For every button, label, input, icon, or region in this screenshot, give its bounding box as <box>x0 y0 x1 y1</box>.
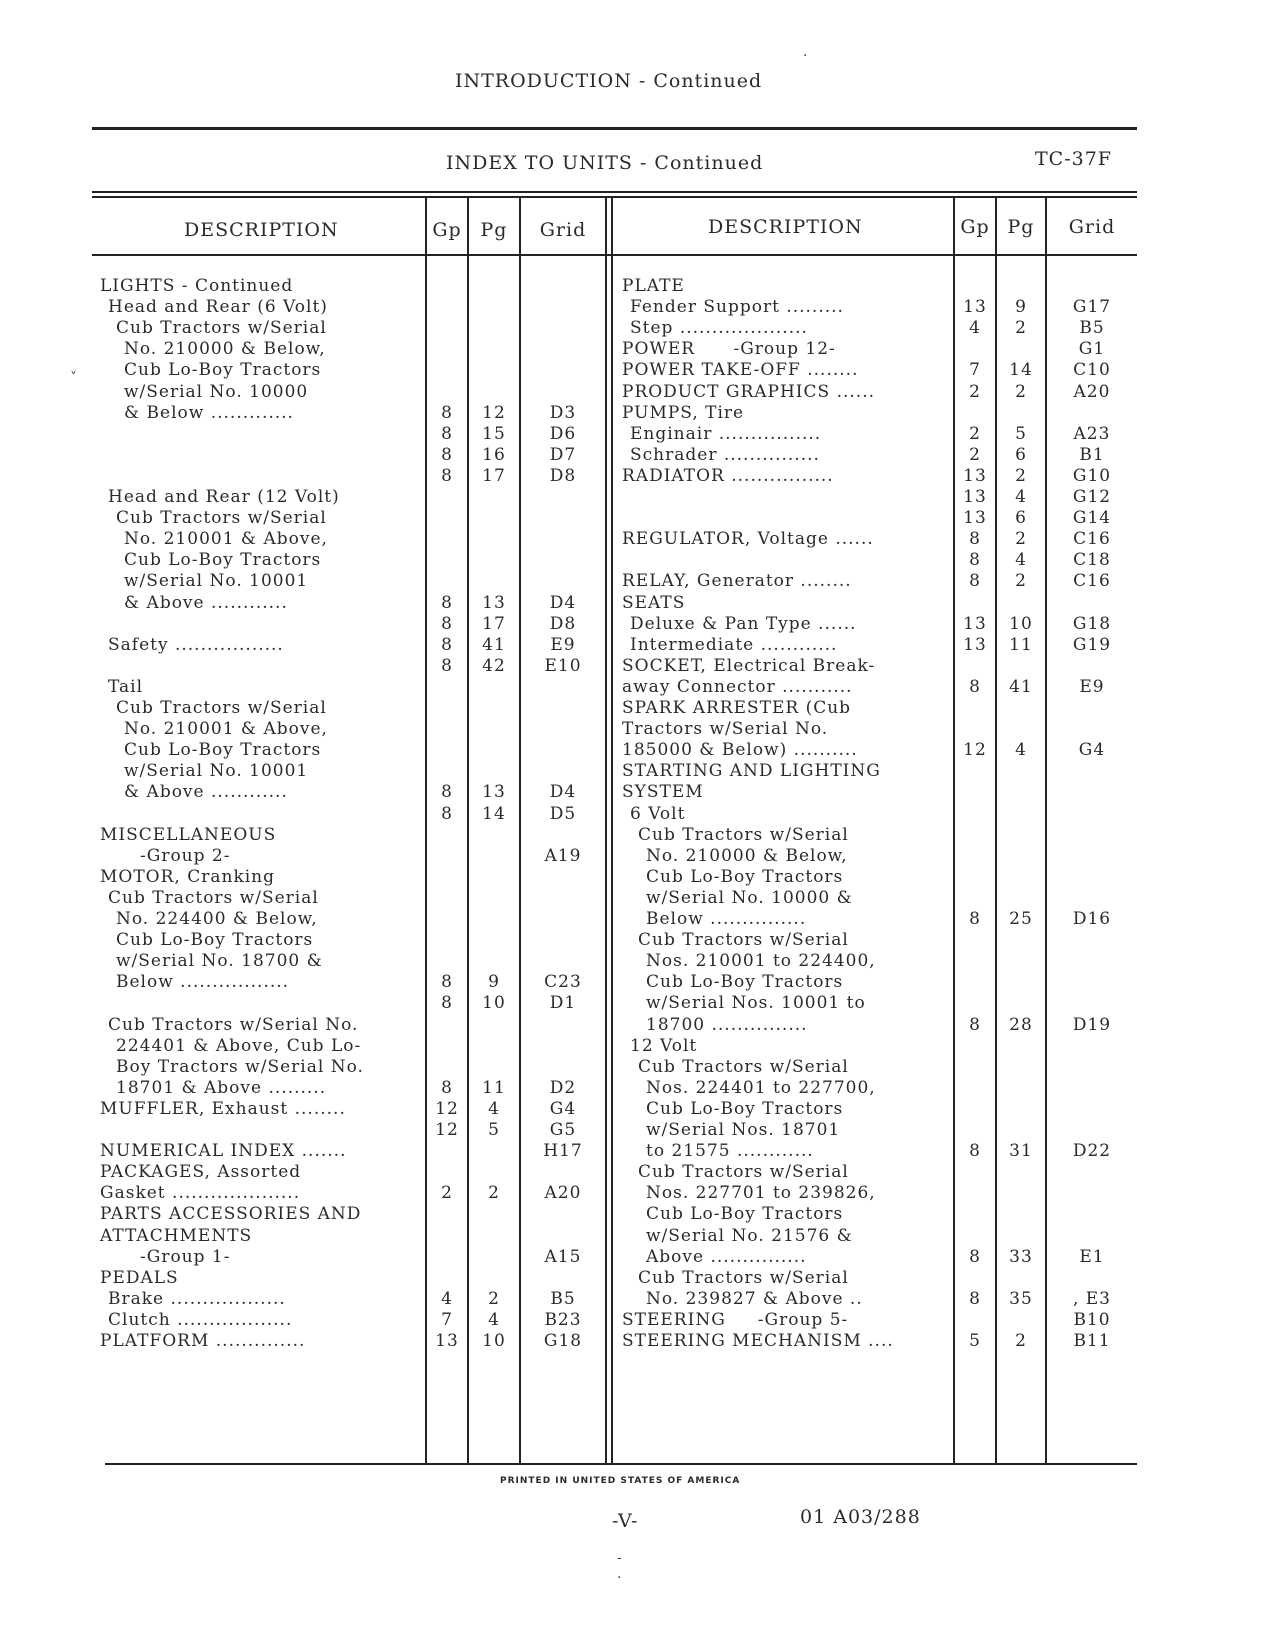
entry-group: 8 <box>441 444 453 465</box>
entry-group: 12 <box>435 1098 459 1119</box>
entry-page: 12 <box>482 402 506 423</box>
entry-grid: E9 <box>550 634 576 655</box>
entry-page: 31 <box>1009 1141 1033 1162</box>
entry-grid: A23 <box>1073 423 1111 444</box>
entry-description: 18700 ............... <box>646 1014 808 1035</box>
entry-description: Cub Tractors w/Serial <box>638 1056 849 1077</box>
entry-description: Cub Tractors w/Serial <box>638 1162 849 1183</box>
entry-grid: , E3 <box>1072 1288 1112 1309</box>
entry-grid: D4 <box>549 592 577 613</box>
table-bottom-rule <box>105 1463 1137 1465</box>
right-description-header: DESCRIPTION <box>708 216 863 238</box>
entry-grid: G17 <box>1072 297 1112 318</box>
index-title: INDEX TO UNITS - Continued <box>446 152 764 174</box>
entry-description: away Connector ........... <box>622 676 853 697</box>
entry-grid: D19 <box>1072 1014 1112 1035</box>
entry-description: 12 Volt <box>630 1035 698 1056</box>
doc-code: TC-37F <box>1035 148 1112 170</box>
entry-grid: B1 <box>1079 444 1105 465</box>
entry-description: No. 210000 & Below, <box>124 339 326 360</box>
entry-description: Head and Rear (6 Volt) <box>108 297 328 318</box>
entry-description: 224401 & Above, Cub Lo- <box>116 1035 362 1056</box>
entry-page: 6 <box>1015 444 1027 465</box>
entry-description: Nos. 224401 to 227700, <box>646 1077 876 1098</box>
entry-description: w/Serial Nos. 10001 to <box>646 993 866 1014</box>
entry-description: Cub Tractors w/Serial <box>108 887 319 908</box>
col-divider <box>467 196 469 1463</box>
entry-page: 33 <box>1009 1246 1033 1267</box>
entry-group: 2 <box>441 1183 453 1204</box>
entry-description: MOTOR, Cranking <box>100 866 276 887</box>
entry-page: 10 <box>1009 613 1033 634</box>
entry-group: 5 <box>969 1331 981 1351</box>
entry-grid: D16 <box>1072 909 1112 929</box>
entry-page: 9 <box>488 972 500 993</box>
entry-description: w/Serial No. 18700 & <box>116 951 323 972</box>
entry-page: 28 <box>1009 1014 1033 1035</box>
entry-grid: C10 <box>1073 360 1111 381</box>
entry-grid: A20 <box>1073 381 1111 402</box>
entry-group: 12 <box>963 740 987 761</box>
entry-group: 8 <box>441 803 453 824</box>
entry-description: Gasket .................... <box>100 1183 301 1204</box>
entry-page: 14 <box>1009 360 1033 381</box>
entry-description: PLATE <box>622 276 685 296</box>
entry-page: 4 <box>488 1098 500 1119</box>
entry-description: Enginair ................ <box>630 423 822 444</box>
entry-description: Cub Lo-Boy Tractors <box>124 550 322 571</box>
entry-description: RADIATOR ................ <box>622 465 834 486</box>
entry-page: 9 <box>1015 297 1027 318</box>
entry-page: 2 <box>1015 571 1027 592</box>
entry-grid: A19 <box>544 845 582 866</box>
col-divider <box>425 196 427 1463</box>
entry-group: 7 <box>969 360 981 381</box>
entry-description: SYSTEM <box>622 782 704 803</box>
entry-page: 35 <box>1009 1288 1033 1309</box>
entry-description: Cub Tractors w/Serial <box>638 930 849 951</box>
entry-description: 18701 & Above ......... <box>116 1077 327 1098</box>
entry-description: STEERING MECHANISM .... <box>622 1331 894 1351</box>
entry-description: PARTS ACCESSORIES AND <box>100 1204 362 1225</box>
entry-page: 5 <box>488 1120 500 1140</box>
entry-description: PLATFORM .............. <box>100 1331 306 1351</box>
entry-description: NUMERICAL INDEX ....... <box>100 1141 347 1162</box>
entry-page: 10 <box>482 993 506 1014</box>
entry-description: 6 Volt <box>630 803 686 824</box>
entry-description: Step .................... <box>630 318 808 339</box>
entry-description: & Above ............ <box>124 592 288 613</box>
left-pg-header: Pg <box>480 219 508 241</box>
entry-grid: C23 <box>544 972 582 993</box>
entry-grid: G5 <box>549 1120 577 1140</box>
entry-grid: C16 <box>1073 529 1111 550</box>
entry-grid: E9 <box>1079 676 1105 697</box>
scan-mark: · <box>803 48 808 64</box>
entry-group: 8 <box>969 550 981 571</box>
entry-description: Cub Lo-Boy Tractors <box>646 1098 844 1119</box>
entry-description: to 21575 ............ <box>646 1141 814 1162</box>
entry-description: Deluxe & Pan Type ...... <box>630 613 857 634</box>
entry-grid: D1 <box>549 993 577 1014</box>
entry-description: PEDALS <box>100 1267 179 1288</box>
scan-mark: ˅ <box>70 370 77 386</box>
entry-group: 8 <box>441 634 453 655</box>
entry-grid: B5 <box>550 1288 576 1309</box>
entry-description: Below ............... <box>646 909 807 929</box>
page-title: INTRODUCTION - Continued <box>455 70 763 92</box>
entry-grid: D5 <box>549 803 577 824</box>
entry-group: 8 <box>441 993 453 1014</box>
entry-description: w/Serial Nos. 18701 <box>646 1120 841 1140</box>
entry-page: 17 <box>482 613 506 634</box>
entry-page: 11 <box>1009 634 1033 655</box>
scan-mark: · <box>617 1570 622 1586</box>
entry-page: 13 <box>482 592 506 613</box>
entry-description: Cub Lo-Boy Tractors <box>124 360 322 381</box>
entry-grid: G18 <box>1072 613 1112 634</box>
entry-group: 8 <box>441 1077 453 1098</box>
entry-group: 8 <box>441 465 453 486</box>
entry-grid: G1 <box>1078 339 1106 360</box>
right-grid-header: Grid <box>1068 216 1116 238</box>
left-description-header: DESCRIPTION <box>184 219 339 241</box>
entry-page: 10 <box>482 1331 506 1351</box>
entry-description: Cub Lo-Boy Tractors <box>646 866 844 887</box>
entry-page: 2 <box>1015 318 1027 339</box>
entry-grid: A15 <box>544 1246 582 1267</box>
table-top-rule-2 <box>92 196 1137 198</box>
entry-grid: E1 <box>1079 1246 1105 1267</box>
entry-group: 8 <box>969 529 981 550</box>
entry-description: Below ................. <box>116 972 290 993</box>
entry-page: 15 <box>482 423 506 444</box>
entry-grid: D4 <box>549 782 577 803</box>
entry-grid: D8 <box>549 465 577 486</box>
entry-group: 8 <box>969 571 981 592</box>
entry-group: 8 <box>969 1246 981 1267</box>
entry-group: 8 <box>441 972 453 993</box>
entry-grid: G4 <box>1078 740 1106 761</box>
entry-page: 2 <box>1015 381 1027 402</box>
entry-description: Above ............... <box>646 1246 807 1267</box>
entry-group: 2 <box>969 444 981 465</box>
entry-group: 8 <box>969 1014 981 1035</box>
entry-description: Intermediate ............ <box>630 634 838 655</box>
entry-description: ATTACHMENTS <box>100 1225 253 1246</box>
entry-grid: D6 <box>549 423 577 444</box>
entry-grid: A20 <box>544 1183 582 1204</box>
entry-description: No. 210000 & Below, <box>646 845 848 866</box>
entry-description: Fender Support ......... <box>630 297 844 318</box>
entry-description: Cub Tractors w/Serial <box>116 318 327 339</box>
entry-description: PUMPS, Tire <box>622 402 745 423</box>
entry-description: Cub Lo-Boy Tractors <box>124 740 322 761</box>
entry-description: No. 224400 & Below, <box>116 909 318 929</box>
entry-group: 8 <box>441 592 453 613</box>
entry-grid: D7 <box>549 444 577 465</box>
entry-page: 2 <box>1015 529 1027 550</box>
entry-grid: G19 <box>1072 634 1112 655</box>
center-divider <box>611 196 613 1463</box>
entry-description: MISCELLANEOUS <box>100 824 277 845</box>
entry-grid: D22 <box>1072 1141 1112 1162</box>
entry-description: Cub Tractors w/Serial <box>638 1267 849 1288</box>
entry-grid: G10 <box>1072 465 1112 486</box>
printed-notice: PRINTED IN UNITED STATES OF AMERICA <box>500 1476 741 1486</box>
right-pg-header: Pg <box>1007 216 1035 238</box>
entry-description: Tail <box>108 676 144 697</box>
entry-description: SOCKET, Electrical Break- <box>622 655 876 676</box>
entry-group: 8 <box>969 1141 981 1162</box>
entry-description: No. 239827 & Above .. <box>646 1288 863 1309</box>
entry-grid: G12 <box>1072 487 1112 507</box>
entry-description: Boy Tractors w/Serial No. <box>116 1056 364 1077</box>
page-number: -V- <box>612 1510 639 1532</box>
entry-page: 4 <box>1015 740 1027 761</box>
entry-description: PACKAGES, Assorted <box>100 1162 302 1183</box>
entry-group: 2 <box>969 423 981 444</box>
entry-description: No. 210001 & Above, <box>124 529 328 550</box>
entry-grid: D3 <box>549 402 577 423</box>
entry-description: STARTING AND LIGHTING <box>622 761 881 782</box>
entry-page: 2 <box>1015 1331 1027 1351</box>
entry-page: 4 <box>1015 487 1027 507</box>
entry-page: 2 <box>488 1288 500 1309</box>
table-top-rule <box>92 191 1137 193</box>
entry-group: 4 <box>441 1288 453 1309</box>
footer-code: 01 A03/288 <box>800 1506 921 1528</box>
entry-description: w/Serial No. 10000 <box>124 381 309 402</box>
left-gp-header: Gp <box>432 219 462 241</box>
entry-page: 25 <box>1009 909 1033 929</box>
entry-page: 4 <box>1015 550 1027 571</box>
entry-grid: G4 <box>549 1098 577 1119</box>
entry-description: & Above ............ <box>124 782 288 803</box>
entry-grid: G18 <box>543 1331 583 1351</box>
entry-group: 8 <box>441 782 453 803</box>
entry-description: Schrader ............... <box>630 444 820 465</box>
entry-description: POWER TAKE-OFF ........ <box>622 360 859 381</box>
entry-description: Head and Rear (12 Volt) <box>108 487 340 507</box>
entry-description: Cub Tractors w/Serial No. <box>108 1014 359 1035</box>
entry-group: 8 <box>969 1288 981 1309</box>
entry-page: 16 <box>482 444 506 465</box>
header-rule <box>92 254 1137 256</box>
entry-group: 4 <box>969 318 981 339</box>
entry-page: 17 <box>482 465 506 486</box>
entry-page: 41 <box>1009 676 1033 697</box>
entry-description: Cub Lo-Boy Tractors <box>116 930 314 951</box>
entry-description: w/Serial No. 10000 & <box>646 887 853 908</box>
entry-group: 7 <box>441 1309 453 1330</box>
entry-description: Nos. 210001 to 224400, <box>646 951 876 972</box>
entry-description: Cub Tractors w/Serial <box>116 698 327 718</box>
entry-grid: B11 <box>1073 1331 1111 1351</box>
entry-grid: D8 <box>549 613 577 634</box>
col-divider <box>519 196 521 1463</box>
entry-grid: G14 <box>1072 508 1112 529</box>
entry-grid: B23 <box>544 1309 582 1330</box>
entry-description: -Group 2- <box>140 845 231 866</box>
entry-description: w/Serial No. 10001 <box>124 761 309 782</box>
entry-description: SPARK ARRESTER (Cub <box>622 698 852 718</box>
entry-group: 8 <box>969 909 981 929</box>
entry-description: Clutch .................. <box>108 1309 293 1330</box>
entry-description: Cub Tractors w/Serial <box>116 508 327 529</box>
entry-page: 11 <box>482 1077 506 1098</box>
entry-description: Cub Lo-Boy Tractors <box>646 1204 844 1225</box>
entry-page: 13 <box>482 782 506 803</box>
entry-page: 14 <box>482 803 506 824</box>
entry-group: 2 <box>969 381 981 402</box>
entry-page: 41 <box>482 634 506 655</box>
entry-description: LIGHTS - Continued <box>100 276 294 296</box>
entry-grid: D2 <box>549 1077 577 1098</box>
entry-description: w/Serial No. 10001 <box>124 571 309 592</box>
entry-description: PRODUCT GRAPHICS ...... <box>622 381 875 402</box>
entry-description: Safety ................. <box>108 634 284 655</box>
entry-grid: E10 <box>544 655 582 676</box>
entry-page: 2 <box>488 1183 500 1204</box>
center-divider <box>605 196 607 1463</box>
entry-description: REGULATOR, Voltage ...... <box>622 529 874 550</box>
entry-description: Cub Lo-Boy Tractors <box>646 972 844 993</box>
entry-group: 13 <box>963 613 987 634</box>
entry-grid: C16 <box>1073 571 1111 592</box>
entry-description: -Group 1- <box>140 1246 231 1267</box>
entry-description: SEATS <box>622 592 686 613</box>
entry-description: Brake .................. <box>108 1288 286 1309</box>
entry-group: 8 <box>441 655 453 676</box>
top-rule <box>92 127 1137 130</box>
entry-group: 13 <box>435 1331 459 1351</box>
entry-group: 8 <box>969 676 981 697</box>
entry-grid: B5 <box>1079 318 1105 339</box>
entry-group: 13 <box>963 465 987 486</box>
entry-description: & Below ............. <box>124 402 294 423</box>
entry-group: 8 <box>441 613 453 634</box>
scan-mark: - <box>617 1550 622 1566</box>
entry-description: MUFFLER, Exhaust ........ <box>100 1098 346 1119</box>
entry-page: 2 <box>1015 465 1027 486</box>
entry-description: 185000 & Below) .......... <box>622 740 858 761</box>
entry-group: 8 <box>441 423 453 444</box>
entry-description: Tractors w/Serial No. <box>622 719 829 740</box>
entry-description: Cub Tractors w/Serial <box>638 824 849 845</box>
entry-description: No. 210001 & Above, <box>124 719 328 740</box>
entry-page: 42 <box>482 655 506 676</box>
entry-group: 13 <box>963 297 987 318</box>
entry-description: Nos. 227701 to 239826, <box>646 1183 876 1204</box>
entry-description: POWER -Group 12- <box>622 339 836 360</box>
left-grid-header: Grid <box>539 219 587 241</box>
entry-page: 6 <box>1015 508 1027 529</box>
right-gp-header: Gp <box>960 216 990 238</box>
entry-page: 4 <box>488 1309 500 1330</box>
entry-description: RELAY, Generator ........ <box>622 571 852 592</box>
entry-grid: B10 <box>1073 1309 1111 1330</box>
entry-group: 13 <box>963 487 987 507</box>
entry-group: 8 <box>441 402 453 423</box>
entry-description: w/Serial No. 21576 & <box>646 1225 853 1246</box>
entry-page: 5 <box>1015 423 1027 444</box>
entry-group: 13 <box>963 634 987 655</box>
entry-group: 13 <box>963 508 987 529</box>
entry-grid: H17 <box>543 1141 583 1162</box>
entry-group: 12 <box>435 1120 459 1140</box>
entry-description: STEERING -Group 5- <box>622 1309 849 1330</box>
entry-grid: C18 <box>1073 550 1111 571</box>
